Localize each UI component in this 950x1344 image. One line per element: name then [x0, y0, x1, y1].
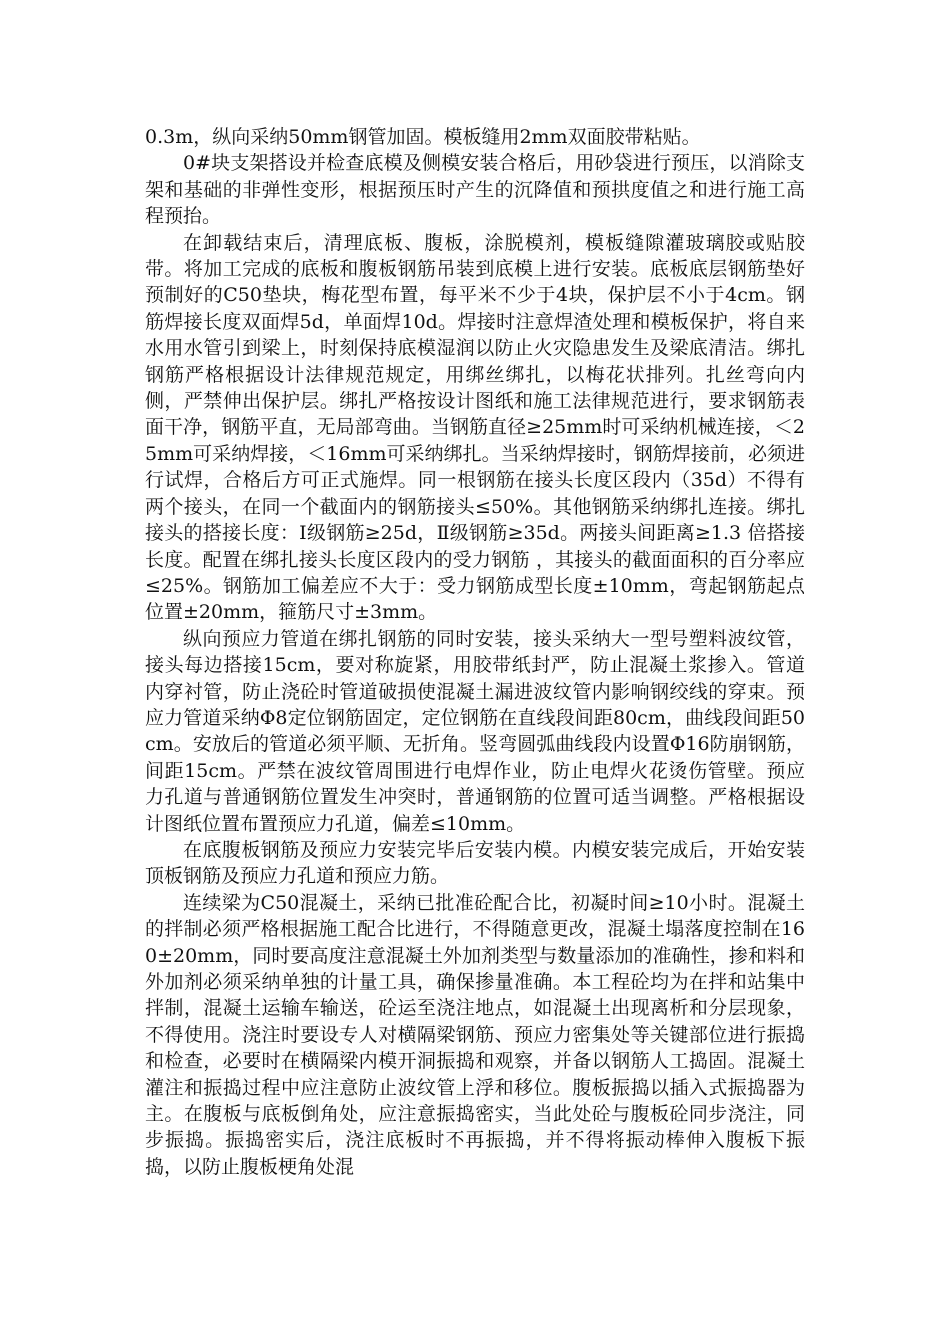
paragraph: 0#块支架搭设并检查底模及侧模安装合格后，用砂袋进行预压，以消除支架和基础的非弹性变形，根据预压时产生的沉降值和预拱度值之和进行施工高程预抬。: [145, 152, 805, 228]
body-text: [145, 124, 805, 1180]
paragraph: 连续梁为C50混凝土，采纳已批准砼配合比，初凝时间≥10小时。混凝土的拌制必须严格根据施工配合比进行，不得随意更改，混凝土塌落度控制在160±20mm，同时要高度注意混凝土外加剂类型与数量添加的准确性，掺和料和外加剂必须采纳单独的计量工具，确保掺量准确。本工程砼均为在拌和站集中拌制，混凝土运输车输送，砼运至浇注地点，如混凝土出现离析和分层现象，不得使用。浇注时要设专人对横隔梁钢筋、预应力密集处等关键部位进行振捣和检查，必要时在横隔梁内模开洞振捣和观察，并备以钢筋人工捣固。混凝土灌注和振捣过程中应注意防止波纹管上浮和移位。腹板振捣以插入式振捣器为主。在腹板与底板倒角处，应注意振捣密实，当此处砼与腹板砼同步浇注，同步振捣。振捣密实后，浇注底板时不再振捣，并不得将振动棒伸入腹板下振捣，以防止腹板梗角处混: [145, 891, 805, 1178]
paragraph: 在底腹板钢筋及预应力安装完毕后安装内模。内模安装完成后，开始安装顶板钢筋及预应力孔道和预应力筋。: [145, 838, 805, 888]
paragraph: 在卸载结束后，清理底板、腹板，涂脱模剂，模板缝隙灌玻璃胶或贴胶带。将加工完成的底板和腹板钢筋吊装到底模上进行安装。底板底层钢筋垫好预制好的C50垫块，梅花型布置，每平米不少于4块，保护层不小于4cm。钢筋焊接长度双面焊5d，单面焊10d。焊接时注意焊渣处理和模板保护，将自来水用水管引到梁上，时刻保持底模湿润以防止火灾隐患发生及梁底清洁。绑扎钢筋严格根据设计法律规范规定，用绑丝绑扎，以梅花状排列。扎丝弯向内侧，严禁伸出保护层。绑扎严格按设计图纸和施工法律规范进行，要求钢筋表面干净，钢筋平直，无局部弯曲。当钢筋直径≥25mm时可采纳机械连接，＜25mm可采纳焊接，＜16mm可采纳绑扎。当采纳焊接时，钢筋焊接前，必须进行试焊，合格后方可正式施焊。同一根钢筋在接头长度区段内（35d）不得有两个接头，在同一个截面内的钢筋接头≤50%。其他钢筋采纳绑扎连接。绑扎接头的搭接长度：Ⅰ级钢筋≥25d，Ⅱ级钢筋≥35d。两接头间距离≥1.3 倍搭接长度。配置在绑扎接头长度区段内的受力钢筋 ，其接头的截面面积的百分率应≤25%。钢筋加工偏差应不大于：受力钢筋成型长度±10mm，弯起钢筋起点位置±20mm，箍筋尺寸±3mm。: [145, 231, 805, 624]
paragraph: 0.3m，纵向采纳50mm钢管加固。模板缝用2mm双面胶带粘贴。: [145, 126, 701, 148]
paragraph: 纵向预应力管道在绑扎钢筋的同时安装，接头采纳大一型号塑料波纹管，接头每边搭接15cm，要对称旋紧，用胶带纸封严，防止混凝土浆掺入。管道内穿衬管，防止浇砼时管道破损使混凝土漏进波纹管内影响钢绞线的穿束。预应力管道采纳Φ8定位钢筋固定，定位钢筋在直线段间距80cm，曲线段间距50cm。安放后的管道必须平顺、无折角。竖弯圆弧曲线段内设置Φ16防崩钢筋，间距15cm。严禁在波纹管周围进行电焊作业，防止电焊火花烫伤管壁。预应力孔道与普通钢筋位置发生冲突时，普通钢筋的位置可适当调整。严格根据设计图纸位置布置预应力孔道，偏差≤10mm。: [145, 627, 805, 835]
